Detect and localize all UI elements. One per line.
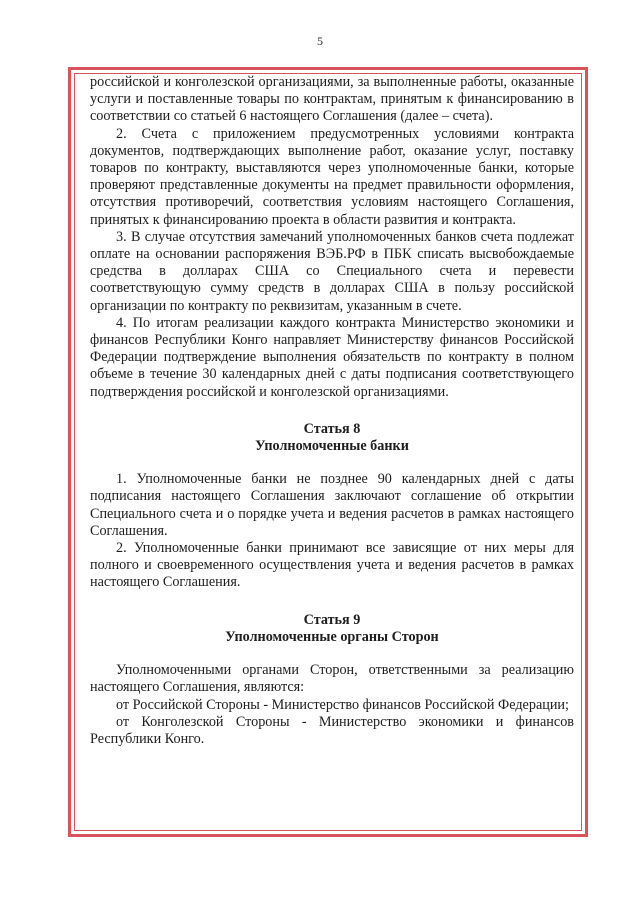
paragraph-art7-3: 3. В случае отсутствия замечаний уполномоченных банков счета подлежат оплате на основании распоряжения ВЭБ.РФ в ПБК списать высвобождаемые средства в долларах США со Специального счета и перевести соответствующую сумму средств в долларах США в пользу российской организации по контракту по реквизитам, указанным в счете. (90, 228, 574, 314)
article-9-number: Статья 9 (303, 611, 361, 628)
article-8-number: Статья 8 (303, 420, 361, 437)
paragraph-art9-1: Уполномоченными органами Сторон, ответственными за реализацию настоящего Соглашения, являются: (90, 662, 574, 696)
article-9-title: Уполномоченные органы Сторон (225, 628, 439, 645)
document-body (90, 74, 574, 748)
paragraph-art9-3: от Конголезской Стороны - Министерство экономики и финансов Республики Конго. (90, 713, 574, 747)
paragraph-art7-2: 2. Счета с приложением предусмотренных условиями контракта документов, подтверждающих выполнение работ, оказание услуг, поставку товаров по контракту, выставляются через уполномоченные банки, которые проверяют представленные документы на предмет правильности оформления, отсутствия противоречий, соответствия условиям настоящего Соглашения, принятых к финансированию проекта в области развития и контракта. (90, 125, 574, 228)
page-number: 5 (317, 34, 323, 48)
article-8-title: Уполномоченные банки (255, 438, 409, 455)
paragraph-art8-2: 2. Уполномоченные банки принимают все зависящие от них меры для полного и своевременного осуществления учета и ведения расчетов в рамках настоящего Соглашения. (90, 540, 574, 591)
paragraph-art7-4: 4. По итогам реализации каждого контракта Министерство экономики и финансов Республики Конго направляет Министерству финансов Российской Федерации подтверждение выполнения обязательств по контракту в полном объеме в течение 30 календарных дней с даты подписания соответствующего подтверждения российской и конголезской организациями. (90, 314, 574, 400)
paragraph-art8-1: 1. Уполномоченные банки не позднее 90 календарных дней с даты подписания настоящего Соглашения заключают соглашение об открытии Специального счета и о порядке учета и ведения расчетов в рамках настоящего Соглашения. (90, 471, 574, 539)
paragraph-art7-continuation: российской и конголезской организациями, за выполненные работы, оказанные услуги и поставленные товары по контрактам, принятым к финансированию в соответствии со статьей 6 настоящего Соглашения (далее – счета). (90, 74, 574, 125)
paragraph-art9-2: от Российской Стороны - Министерство финансов Российской Федерации; (116, 696, 569, 713)
